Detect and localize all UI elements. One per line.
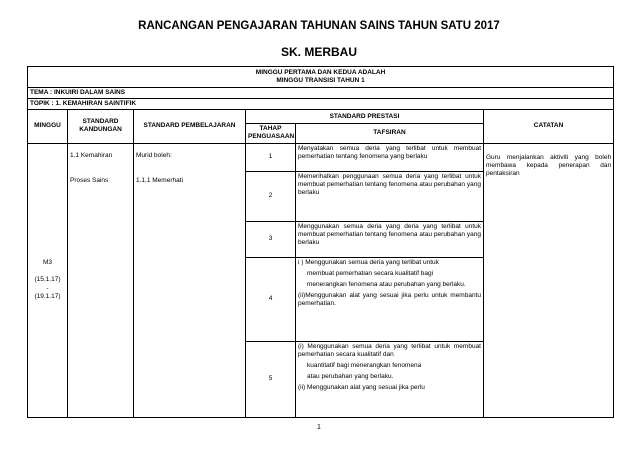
transition-banner [28, 67, 614, 88]
tafsiran-line: atau perubahan yang berlaku. [307, 372, 394, 380]
tafsiran-text: Menggunakan semua deria yang deria yang terlibat untuk membuat pemerhatian tentang fenomena atau perubahan yang berlaku [296, 221, 484, 257]
header-tafsiran: TAFSIRAN [296, 124, 484, 143]
level-row-1 [28, 143, 614, 171]
header-catatan: CATATAN [484, 110, 614, 143]
header-standard-kandungan: STANDARD KANDUNGAN [68, 110, 134, 143]
header-minggu: MINGGU [28, 110, 68, 143]
tema-label: TEMA : INKUIRI DALAM SAINS [28, 88, 614, 99]
tafsiran-text: Menyatakan semua deria yang terlibat untuk membuat pemerhatian tentang fenomena yang berlaku [296, 143, 484, 171]
pembelajaran-line-1: Murid boleh: [136, 151, 172, 159]
catatan-text: Guru menjalankan aktiviti yang boleh membawa kepada penerapan dan pentaksiran [486, 153, 612, 177]
header-tahap-penguasaan: TAHAP PENGUASAAN [246, 124, 296, 143]
tafsiran-line: kuantitatif bagi menerangkan fenomena [307, 361, 422, 369]
header-standard-pembelajaran: STANDARD PEMBELAJARAN [134, 110, 246, 143]
school-name: SK. MERBAU [280, 45, 357, 59]
minggu-cell [28, 143, 68, 417]
banner-row [28, 67, 614, 88]
week-dash: - [46, 284, 49, 292]
tafsiran-cell [296, 257, 484, 341]
header-row-1 [28, 110, 614, 124]
kandungan-line-2: Proses Sains [70, 176, 109, 184]
topik-label: TOPIK : 1. KEMAHIRAN SAINTIFIK [28, 99, 614, 110]
banner-line-2: MINGGU TRANSISI TAHUN 1 [276, 77, 365, 84]
standard-pembelajaran-cell [134, 143, 246, 417]
tafsiran-text: Memerihalkan penggunaan semua deria yang terlibat untuk membuat pemerhatian tentang fenomena atau perubahan yang berlaku [296, 171, 484, 221]
tafsiran-cell [296, 341, 484, 417]
level-number: 5 [246, 341, 296, 417]
week-number: M3 [42, 259, 53, 267]
kandungan-line-1: 1.1 Kemahiran [70, 151, 113, 159]
tafsiran-line: (ii)Menggunakan alat yang sesuai jika perlu untuk membantu pemerhatian. [298, 291, 481, 307]
level-number: 3 [246, 221, 296, 257]
level-number: 4 [246, 257, 296, 341]
tema-row [28, 88, 614, 99]
catatan-cell [484, 143, 614, 417]
tafsiran-line: i ) Menggunakan semua deria yang terlibat untuk [298, 258, 439, 266]
tafsiran-line: membuat pemerhatian secara kualitatif bagi [307, 269, 434, 277]
page-number: 1 [317, 424, 321, 431]
standard-kandungan-cell [68, 143, 134, 417]
pembelajaran-line-2: 1.1.1 Memerhati [136, 176, 183, 184]
banner-line-1: MINGGU PERTAMA DAN KEDUA ADALAH [255, 68, 386, 76]
lesson-plan-table [27, 66, 614, 418]
topik-row [28, 99, 614, 110]
document-title: RANCANGAN PENGAJARAN TAHUNAN SAINS TAHUN SATU 2017 [138, 20, 500, 32]
week-end-date: (19.1.17) [34, 292, 61, 300]
level-number: 2 [246, 171, 296, 221]
tafsiran-line: (ii) Menggunakan alat yang sesuai jika perlu [298, 384, 425, 391]
tafsiran-line: (i) Menggunakan semua deria yang terlibat untuk membuat pemerhatian secara kualitatif dan [298, 342, 481, 358]
header-standard-prestasi: STANDARD PRESTASI [246, 110, 484, 124]
level-number: 1 [246, 143, 296, 171]
week-start-date: (15.1.17) [34, 276, 61, 284]
tafsiran-line: menerangkan fenomena atau perubahan yang berlaku. [307, 280, 466, 288]
